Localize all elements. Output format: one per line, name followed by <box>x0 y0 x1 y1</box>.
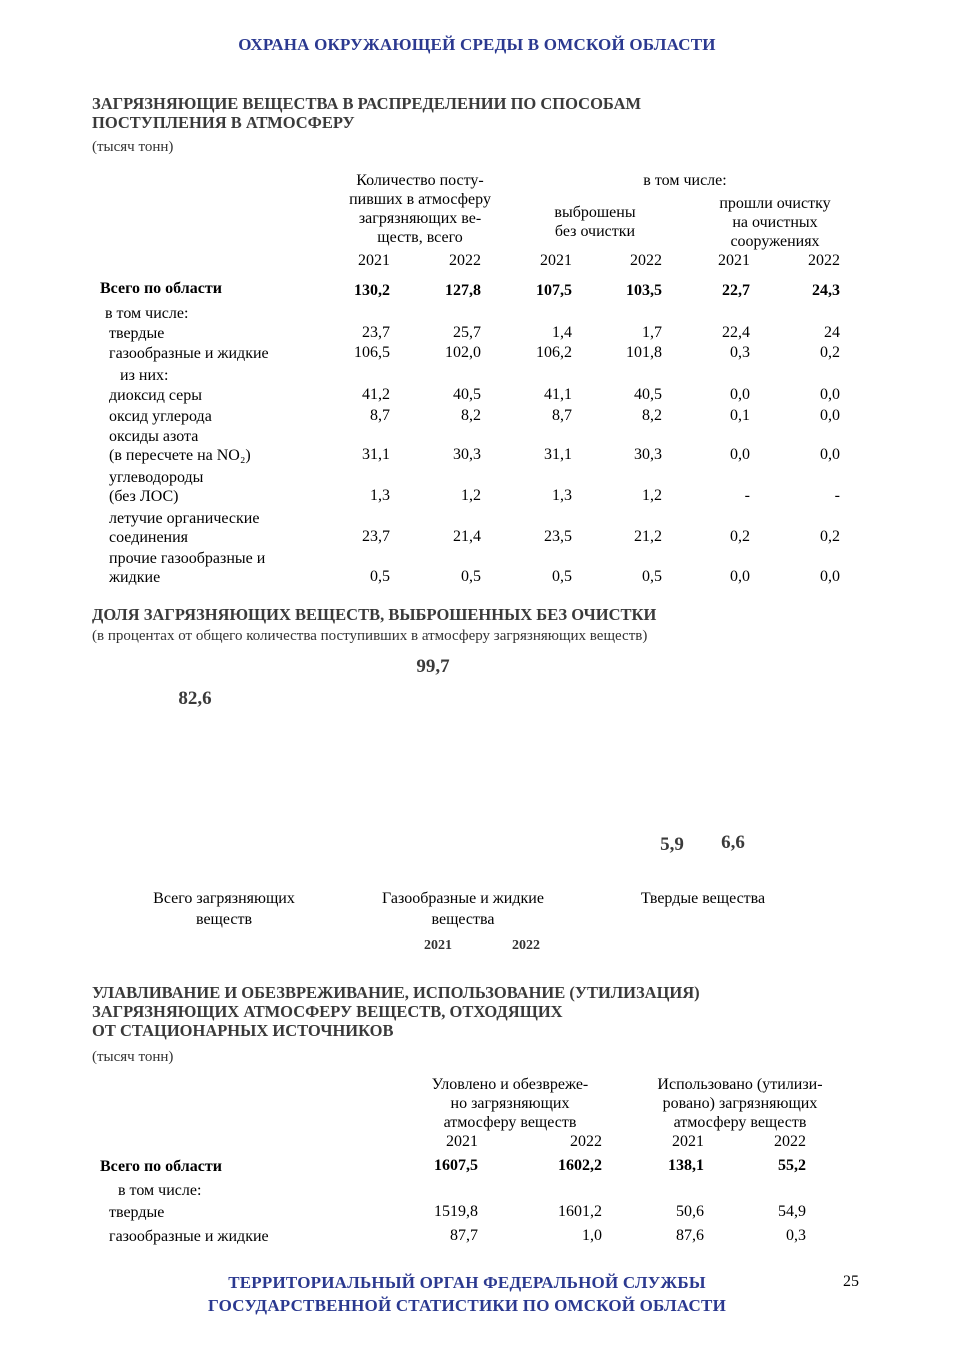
table2-cell: 1607,5 <box>434 1157 478 1174</box>
table2-year-header: 2021 <box>672 1133 704 1150</box>
table1-cell: 8,7 <box>552 407 572 424</box>
table2-cell: 138,1 <box>668 1157 704 1174</box>
chart-category-label <box>114 888 334 930</box>
col-clean-line1: прошли очистку <box>719 195 831 212</box>
table2-year-header: 2021 <box>446 1133 478 1150</box>
table1-cell: - <box>834 487 840 504</box>
table2-col-caught-header <box>400 1075 620 1132</box>
table1-cell: 1,3 <box>552 487 572 504</box>
table1-year-header: 2021 <box>718 252 750 269</box>
table2-title-line3: ОТ СТАЦИОНАРНЫХ ИСТОЧНИКОВ <box>92 1021 394 1040</box>
chart-category-label <box>353 888 573 930</box>
table1-cell: 41,2 <box>362 386 390 403</box>
category-label-line: Твердые вещества <box>640 890 766 907</box>
table2-cell: 1602,2 <box>558 1157 602 1174</box>
table1-cell: 1,3 <box>370 487 390 504</box>
table1-cell: 31,1 <box>362 446 390 463</box>
table2-col-used-header <box>630 1075 850 1132</box>
table1-cell: 0,0 <box>730 386 750 403</box>
table1-cell: 23,7 <box>362 528 390 545</box>
table1-cell: 8,2 <box>642 407 662 424</box>
chart-bar <box>733 862 734 875</box>
table1-cell: 101,8 <box>626 344 662 361</box>
row-label-line: диоксид серы <box>109 387 203 404</box>
chart-data-label: 99,7 <box>416 655 450 677</box>
chart-data-label: 6,6 <box>721 832 745 854</box>
table1-row-label <box>109 344 329 363</box>
table1-cell: 0,0 <box>820 446 840 463</box>
footer-line1: ТЕРРИТОРИАЛЬНЫЙ ОРГАН ФЕДЕРАЛЬНОЙ СЛУЖБЫ <box>228 1273 706 1292</box>
row-label-line: оксиды азота <box>109 428 199 445</box>
table1-title-line2: ПОСТУПЛЕНИЯ В АТМОСФЕРУ <box>92 113 355 132</box>
table1-cell: 0,3 <box>730 344 750 361</box>
table1-cell: 0,5 <box>461 568 481 585</box>
col-total-line1: Количество посту- <box>356 172 484 189</box>
table2-cell: 87,7 <box>450 1227 478 1244</box>
row-label-line: из них: <box>120 367 169 384</box>
table1-cell: 30,3 <box>634 446 662 463</box>
table2-title <box>92 983 852 1040</box>
category-label-line: Всего загрязняющих <box>153 890 295 907</box>
row-label-line: летучие органические <box>109 510 260 527</box>
table1-row-label <box>109 427 329 465</box>
table1-cell: 8,7 <box>370 407 390 424</box>
table1-year-header: 2021 <box>358 252 390 269</box>
table1-cell: 24,3 <box>812 282 840 299</box>
table1-cell: - <box>744 487 750 504</box>
category-label-line: вещества <box>431 911 495 928</box>
table1-row-label <box>109 407 329 426</box>
table2-cell: 0,3 <box>786 1227 806 1244</box>
row-label-line: прочие газообразные и <box>109 550 266 567</box>
chart-data-label: 82,6 <box>178 688 212 710</box>
table2-cell: 50,6 <box>676 1203 704 1220</box>
table1-row-label <box>100 279 320 298</box>
table1-cell: 0,1 <box>730 407 750 424</box>
table2-cell: 54,9 <box>778 1203 806 1220</box>
table1-cell: 40,5 <box>453 386 481 403</box>
table1-cell: 107,5 <box>536 282 572 299</box>
table1-cell: 1,2 <box>642 487 662 504</box>
row-label-line: оксид углерода <box>109 408 212 425</box>
table1-cell: 23,7 <box>362 324 390 341</box>
table1-row-label <box>105 304 325 323</box>
table1-cell: 0,0 <box>730 446 750 463</box>
table1-cell: 103,5 <box>626 282 662 299</box>
col-total-line2: пивших в атмосферу <box>349 191 491 208</box>
table1-col-clean-header <box>695 194 855 251</box>
row-label-line: соединения <box>109 529 189 546</box>
col-total-line3: загрязняющих ве- <box>358 210 482 227</box>
chart-bar <box>433 686 434 875</box>
table1-cell: 1,2 <box>461 487 481 504</box>
table1-unit: (тысяч тонн) <box>92 139 174 155</box>
row-label-line: (в пересчете на NO₂) <box>109 447 251 464</box>
table1-cell: 0,5 <box>370 568 390 585</box>
table1-cell: 0,0 <box>820 407 840 424</box>
table2-row-label: газообразные и жидкие <box>109 1228 269 1245</box>
chart-legend-entry: 2021 <box>424 938 452 953</box>
table1-cell: 25,7 <box>453 324 481 341</box>
table2-row-label: в том числе: <box>118 1182 202 1199</box>
table1-cell: 106,2 <box>536 344 572 361</box>
col-raw-line1: выброшены <box>554 204 636 221</box>
table1-year-header: 2022 <box>630 252 662 269</box>
table2-cell: 55,2 <box>778 1157 806 1174</box>
table1-cell: 0,5 <box>552 568 572 585</box>
table1-row-label <box>109 324 329 343</box>
table1-cell: 8,2 <box>461 407 481 424</box>
table1-cell: 0,0 <box>730 568 750 585</box>
table1-cell: 21,4 <box>453 528 481 545</box>
category-label-line: Газообразные и жидкие <box>382 890 544 907</box>
table2-title-line1: УЛАВЛИВАНИЕ И ОБЕЗВРЕЖИВАНИЕ, ИСПОЛЬЗОВАНИЕ (УТИЛИЗАЦИЯ) <box>92 983 700 1002</box>
category-label-line: веществ <box>195 911 253 928</box>
row-label-line: (без ЛОС) <box>109 488 179 505</box>
table1-year-header: 2022 <box>449 252 481 269</box>
col-used-line1: Использовано (утилизи- <box>657 1076 823 1093</box>
table2-year-header: 2022 <box>774 1133 806 1150</box>
table1-cell: 0,2 <box>820 528 840 545</box>
table1-cell: 23,5 <box>544 528 572 545</box>
table2-cell: 1,0 <box>582 1227 602 1244</box>
table1-cell: 0,0 <box>820 386 840 403</box>
col-used-line2: ровано) загрязняющих <box>662 1095 818 1112</box>
table1-cell: 30,3 <box>453 446 481 463</box>
col-clean-line3: сооружениях <box>730 233 820 250</box>
row-label-line: Всего по области <box>100 280 222 297</box>
table1-col-incl-header: в том числе: <box>643 172 727 189</box>
table2-row-label: твердые <box>109 1204 165 1221</box>
chart-bar <box>672 864 673 875</box>
col-total-line4: ществ, всего <box>377 229 463 246</box>
table1-year-header: 2021 <box>540 252 572 269</box>
table2-cell: 87,6 <box>676 1227 704 1244</box>
table2-title-line2: ЗАГРЯЗНЯЮЩИХ АТМОСФЕРУ ВЕЩЕСТВ, ОТХОДЯЩИХ <box>92 1002 563 1021</box>
col-caught-line2: но загрязняющих <box>450 1095 570 1112</box>
table1-cell: 102,0 <box>445 344 481 361</box>
table1-cell: 21,2 <box>634 528 662 545</box>
table1-cell: 31,1 <box>544 446 572 463</box>
table1-row-label <box>109 509 329 547</box>
chart-category-label <box>593 888 813 909</box>
table1-row-label <box>109 468 329 506</box>
table1-cell: 0,2 <box>730 528 750 545</box>
table1-title <box>92 94 852 132</box>
chart-legend-entry: 2022 <box>512 938 540 953</box>
row-label-line: жидкие <box>109 569 161 586</box>
table1-cell: 127,8 <box>445 282 481 299</box>
table1-cell: 22,7 <box>722 282 750 299</box>
row-label-line: твердые <box>109 325 165 342</box>
page-header: ОХРАНА ОКРУЖАЮЩЕЙ СРЕДЫ В ОМСКОЙ ОБЛАСТИ <box>238 35 716 54</box>
row-label-line: углеводороды <box>109 469 204 486</box>
table1-cell: 0,5 <box>642 568 662 585</box>
table1-cell: 1,7 <box>642 324 662 341</box>
table1-cell: 0,0 <box>820 568 840 585</box>
page-number: 25 <box>843 1273 859 1290</box>
col-clean-line2: на очистных <box>732 214 818 231</box>
table1-row-label <box>109 386 329 405</box>
table1-title-line1: ЗАГРЯЗНЯЮЩИЕ ВЕЩЕСТВА В РАСПРЕДЕЛЕНИИ ПО СПОСОБАМ <box>92 94 642 113</box>
col-caught-line1: Уловлено и обезвреже- <box>431 1076 589 1093</box>
row-label-line: в том числе: <box>105 305 189 322</box>
table1-cell: 41,1 <box>544 386 572 403</box>
chart-bar <box>195 718 196 875</box>
table1-row-label <box>109 549 329 587</box>
table2-cell: 1601,2 <box>558 1203 602 1220</box>
table2-year-header: 2022 <box>570 1133 602 1150</box>
table1-cell: 106,5 <box>354 344 390 361</box>
row-label-line: газообразные и жидкие <box>109 345 269 362</box>
table1-col-raw-header <box>520 203 670 241</box>
col-caught-line3: атмосферу веществ <box>443 1114 577 1131</box>
table2-row-label: Всего по области <box>100 1158 222 1175</box>
table1-col-total-header <box>325 171 515 247</box>
table1-cell: 130,2 <box>354 282 390 299</box>
table1-year-header: 2022 <box>808 252 840 269</box>
chart-subtitle: (в процентах от общего количества поступивших в атмосферу загрязняющих веществ) <box>92 628 648 644</box>
chart-data-label: 5,9 <box>660 833 684 855</box>
table1-row-label <box>120 366 340 385</box>
table1-cell: 24 <box>824 324 840 341</box>
table1-cell: 1,4 <box>552 324 572 341</box>
table2-cell: 1519,8 <box>434 1203 478 1220</box>
col-raw-line2: без очистки <box>554 223 636 240</box>
footer-line2: ГОСУДАРСТВЕННОЙ СТАТИСТИКИ ПО ОМСКОЙ ОБЛАСТИ <box>207 1296 726 1315</box>
col-used-line3: атмосферу веществ <box>673 1114 807 1131</box>
table1-cell: 22,4 <box>722 324 750 341</box>
table1-cell: 0,2 <box>820 344 840 361</box>
table2-unit: (тысяч тонн) <box>92 1049 174 1065</box>
table1-cell: 40,5 <box>634 386 662 403</box>
chart-title: ДОЛЯ ЗАГРЯЗНЯЮЩИХ ВЕЩЕСТВ, ВЫБРОШЕННЫХ БЕЗ ОЧИСТКИ <box>92 605 657 624</box>
